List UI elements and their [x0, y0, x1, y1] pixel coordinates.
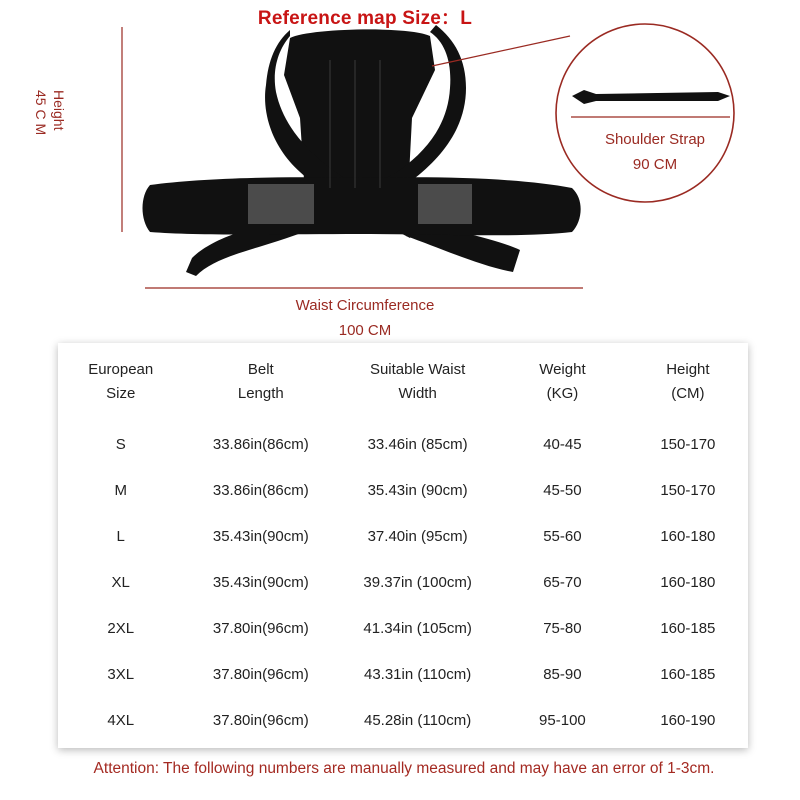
- strap-label: [585, 127, 725, 177]
- posture-corrector-image: [143, 25, 581, 276]
- cell-belt-length: 33.86in(86cm): [212, 435, 309, 453]
- header-weight: Weight (KG): [539, 361, 586, 402]
- attention-note: Attention: The following numbers are manually measured and may have an error of 1-3cm.: [93, 760, 715, 777]
- cell-height: 150-170: [660, 435, 716, 453]
- cell-waist-width: 37.40in (95cm): [367, 527, 468, 545]
- height-label-line1: Height: [51, 90, 67, 131]
- waist-label: [240, 293, 490, 343]
- table-row: [58, 605, 748, 651]
- cell-weight: 65-70: [543, 573, 582, 591]
- header-belt-length: Belt Length: [237, 361, 284, 402]
- header-suitable-waist-width: Suitable Waist Width: [369, 361, 466, 402]
- cell-size: 3XL: [107, 665, 135, 683]
- header-height: Height (CM): [666, 361, 710, 402]
- cell-belt-length: 37.80in(96cm): [212, 619, 309, 637]
- cell-waist-width: 33.46in (85cm): [367, 435, 468, 453]
- cell-belt-length: 35.43in(90cm): [212, 573, 309, 591]
- cell-size: M: [114, 481, 127, 499]
- strap-label-line1: Shoulder Strap: [604, 131, 706, 148]
- cell-waist-width: 41.34in (105cm): [363, 619, 472, 637]
- cell-belt-length: 37.80in(96cm): [212, 665, 309, 683]
- waist-label-line1: Waist Circumference: [295, 297, 435, 314]
- table-row: [58, 513, 748, 559]
- cell-weight: 55-60: [543, 527, 582, 545]
- table-header-row: [58, 343, 748, 421]
- cell-height: 150-170: [660, 481, 716, 499]
- cell-size: XL: [111, 573, 130, 591]
- cell-weight: 75-80: [543, 619, 582, 637]
- cell-waist-width: 43.31in (110cm): [363, 665, 472, 683]
- cell-size: 2XL: [107, 619, 135, 637]
- cell-waist-width: 39.37in (100cm): [363, 573, 472, 591]
- cell-height: 160-180: [660, 573, 716, 591]
- mesh-panel-right: [418, 184, 472, 224]
- table-row: [58, 651, 748, 697]
- cell-height: 160-180: [660, 527, 716, 545]
- cell-size: S: [115, 435, 126, 453]
- cell-waist-width: 45.28in (110cm): [363, 711, 472, 729]
- cell-waist-width: 35.43in (90cm): [367, 481, 468, 499]
- height-label: [32, 90, 68, 136]
- table-row: [58, 421, 748, 467]
- cell-belt-length: 35.43in(90cm): [212, 527, 309, 545]
- cell-weight: 95-100: [539, 711, 586, 729]
- size-table: [58, 343, 748, 743]
- mesh-panel-left: [248, 184, 314, 224]
- cell-belt-length: 37.80in(96cm): [212, 711, 309, 729]
- cell-size: 4XL: [107, 711, 135, 729]
- cell-height: 160-185: [660, 665, 716, 683]
- size-chart-card: [58, 343, 748, 748]
- cell-belt-length: 33.86in(86cm): [212, 481, 309, 499]
- cell-weight: 45-50: [543, 481, 582, 499]
- strap-label-line2: 90 CM: [632, 156, 678, 173]
- page-title: Reference map Size：L: [257, 8, 473, 29]
- cell-height: 160-190: [660, 711, 716, 729]
- height-label-line2: 45 C M: [33, 90, 49, 136]
- cell-weight: 40-45: [543, 435, 582, 453]
- waist-label-line2: 100 CM: [338, 322, 392, 339]
- table-row: [58, 559, 748, 605]
- header-european-size: European Size: [88, 361, 154, 402]
- cell-height: 160-185: [660, 619, 716, 637]
- cell-weight: 85-90: [543, 665, 582, 683]
- table-row: [58, 697, 748, 743]
- table-row: [58, 467, 748, 513]
- cell-size: L: [116, 527, 125, 545]
